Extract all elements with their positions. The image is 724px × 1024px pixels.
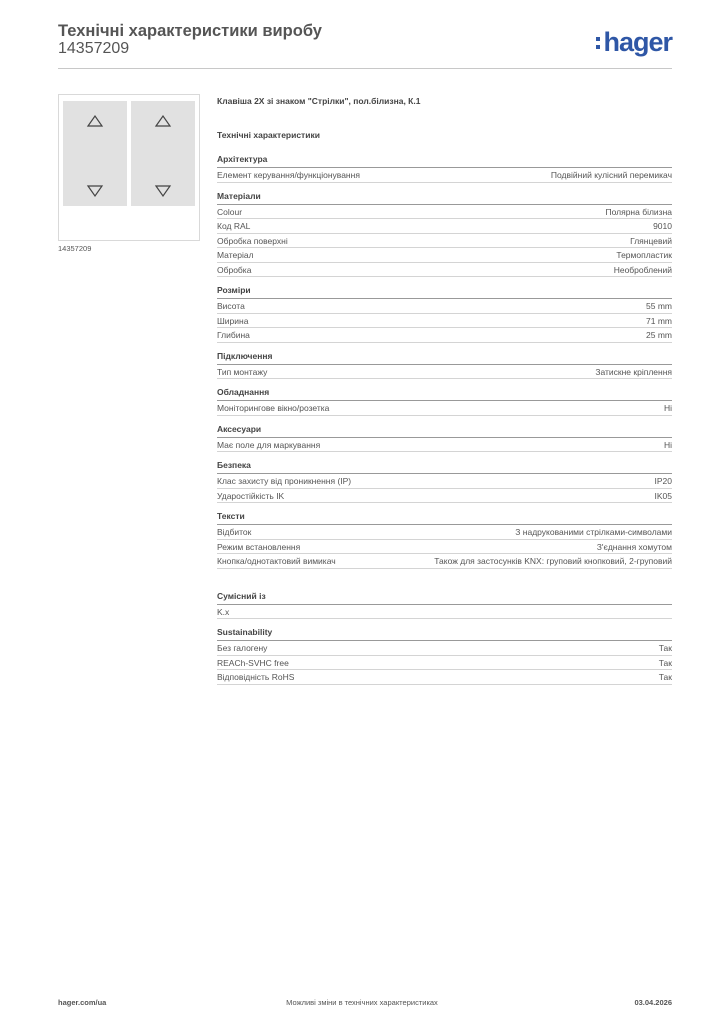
footer-date: 03.04.2026 (634, 998, 672, 1007)
spec-label: Обробка поверхні (217, 235, 288, 246)
spec-label: Має поле для маркування (217, 439, 321, 450)
section-title: Аксесуари (217, 424, 672, 438)
footer-note: Можливі зміни в технічних характеристиках (286, 998, 438, 1007)
spec-row (217, 328, 672, 343)
spec-label: REACh-SVHC free (217, 657, 289, 668)
section-title: Підключення (217, 351, 672, 365)
spec-value: 25 mm (646, 330, 672, 340)
section-title: Сумісний із (217, 591, 672, 605)
spec-value: З'єднання хомутом (596, 541, 672, 552)
spec-label: Ударостійкість IK (217, 490, 285, 501)
spec-row (217, 219, 672, 234)
spec-row (217, 525, 672, 540)
rocker-key-right (131, 101, 195, 206)
section-title: Обладнання (217, 387, 672, 401)
spec-label: Моніторингове вікно/розетка (217, 403, 330, 413)
spec-row (217, 263, 672, 278)
spec-value: 71 mm (646, 315, 672, 326)
spec-content (217, 96, 672, 685)
spec-row (217, 438, 672, 453)
spec-row (217, 489, 672, 504)
spec-row (217, 605, 672, 620)
spec-value: Термопластик (616, 250, 672, 260)
spec-value: 9010 (653, 221, 672, 231)
spec-section (217, 154, 672, 183)
header-divider (58, 68, 672, 69)
spec-label: Обробка (217, 264, 252, 275)
spec-value: Так (658, 643, 672, 653)
spec-row (217, 365, 672, 380)
spec-value: IK05 (654, 490, 672, 501)
spec-label: K.x (217, 606, 230, 617)
product-image-code: 14357209 (58, 244, 92, 253)
spec-row (217, 641, 672, 656)
spec-section (217, 424, 672, 453)
spec-label: Кнопка/однотактовий вимикач (217, 556, 336, 566)
spec-row (217, 670, 672, 685)
spec-value: Ні (663, 403, 672, 413)
spec-row (217, 168, 672, 183)
section-title: Безпека (217, 460, 672, 474)
page-title: Технічні характеристики виробу (58, 22, 322, 40)
spec-label: Висота (217, 301, 245, 311)
product-number: 14357209 (58, 40, 130, 57)
spec-value: Подвійний кулісний перемикач (550, 170, 672, 180)
spec-row (217, 205, 672, 220)
spec-value: 55 mm (646, 301, 672, 311)
spec-section (217, 511, 672, 569)
spec-label: Тип монтажу (217, 366, 268, 377)
section-title: Тексти (217, 511, 672, 525)
spec-label: Режим встановлення (217, 541, 301, 552)
arrow-down-icon (153, 181, 173, 201)
spec-row (217, 234, 672, 249)
arrow-down-icon (85, 181, 105, 201)
spec-section (217, 591, 672, 620)
hager-logo: hager (596, 28, 672, 56)
spec-label: Код RAL (217, 221, 251, 231)
spec-label: Матеріал (217, 250, 254, 260)
spec-section (217, 285, 672, 343)
spec-value: Так (658, 657, 672, 668)
spec-value: IP20 (654, 476, 672, 486)
arrow-up-icon (153, 111, 173, 131)
spec-value: Ні (663, 439, 672, 450)
spec-label: Клас захисту від проникнення (IP) (217, 476, 352, 486)
spec-row (217, 540, 672, 555)
spec-label: Відповідність RoHS (217, 672, 295, 682)
spec-row (217, 299, 672, 314)
spec-row (217, 656, 672, 671)
product-image (58, 94, 200, 241)
spec-heading: Технічні характеристики (217, 130, 320, 140)
spec-section (217, 627, 672, 685)
section-title: Архітектура (217, 154, 672, 168)
spec-row (217, 401, 672, 416)
spec-section (217, 191, 672, 278)
spec-row (217, 314, 672, 329)
spec-value: Полярна білизна (605, 206, 672, 217)
spec-section (217, 387, 672, 416)
spec-row (217, 474, 672, 489)
spec-sections (217, 154, 672, 685)
section-title: Матеріали (217, 191, 672, 205)
spec-label: Відбиток (217, 527, 252, 537)
section-title: Sustainability (217, 627, 672, 641)
product-name: Клавіша 2X зі знаком "Стрілки", пол.білизна, К.1 (217, 96, 421, 106)
rocker-key-left (63, 101, 127, 206)
spec-section (217, 460, 672, 503)
spec-value: Так (658, 672, 672, 682)
spec-value: З надрукованими стрілками-символами (515, 527, 672, 537)
footer-website[interactable]: hager.com/ua (58, 998, 107, 1007)
spec-label: Глибина (217, 330, 250, 340)
spec-row (217, 248, 672, 263)
spec-row (217, 554, 672, 569)
spec-value: Глянцевий (630, 235, 672, 246)
section-title: Розміри (217, 285, 672, 299)
spec-label: Colour (217, 206, 243, 217)
spec-label: Ширина (217, 315, 249, 326)
arrow-up-icon (85, 111, 105, 131)
spec-value: Затискне кріплення (595, 366, 672, 377)
spec-value: Також для застосунків KNX: груповий кнопковий, 2-груповий (434, 556, 672, 566)
spec-section (217, 351, 672, 380)
spec-value: Необроблений (613, 264, 672, 275)
spec-label: Елемент керування/функціонування (217, 170, 360, 180)
spec-label: Без галогену (217, 643, 268, 653)
